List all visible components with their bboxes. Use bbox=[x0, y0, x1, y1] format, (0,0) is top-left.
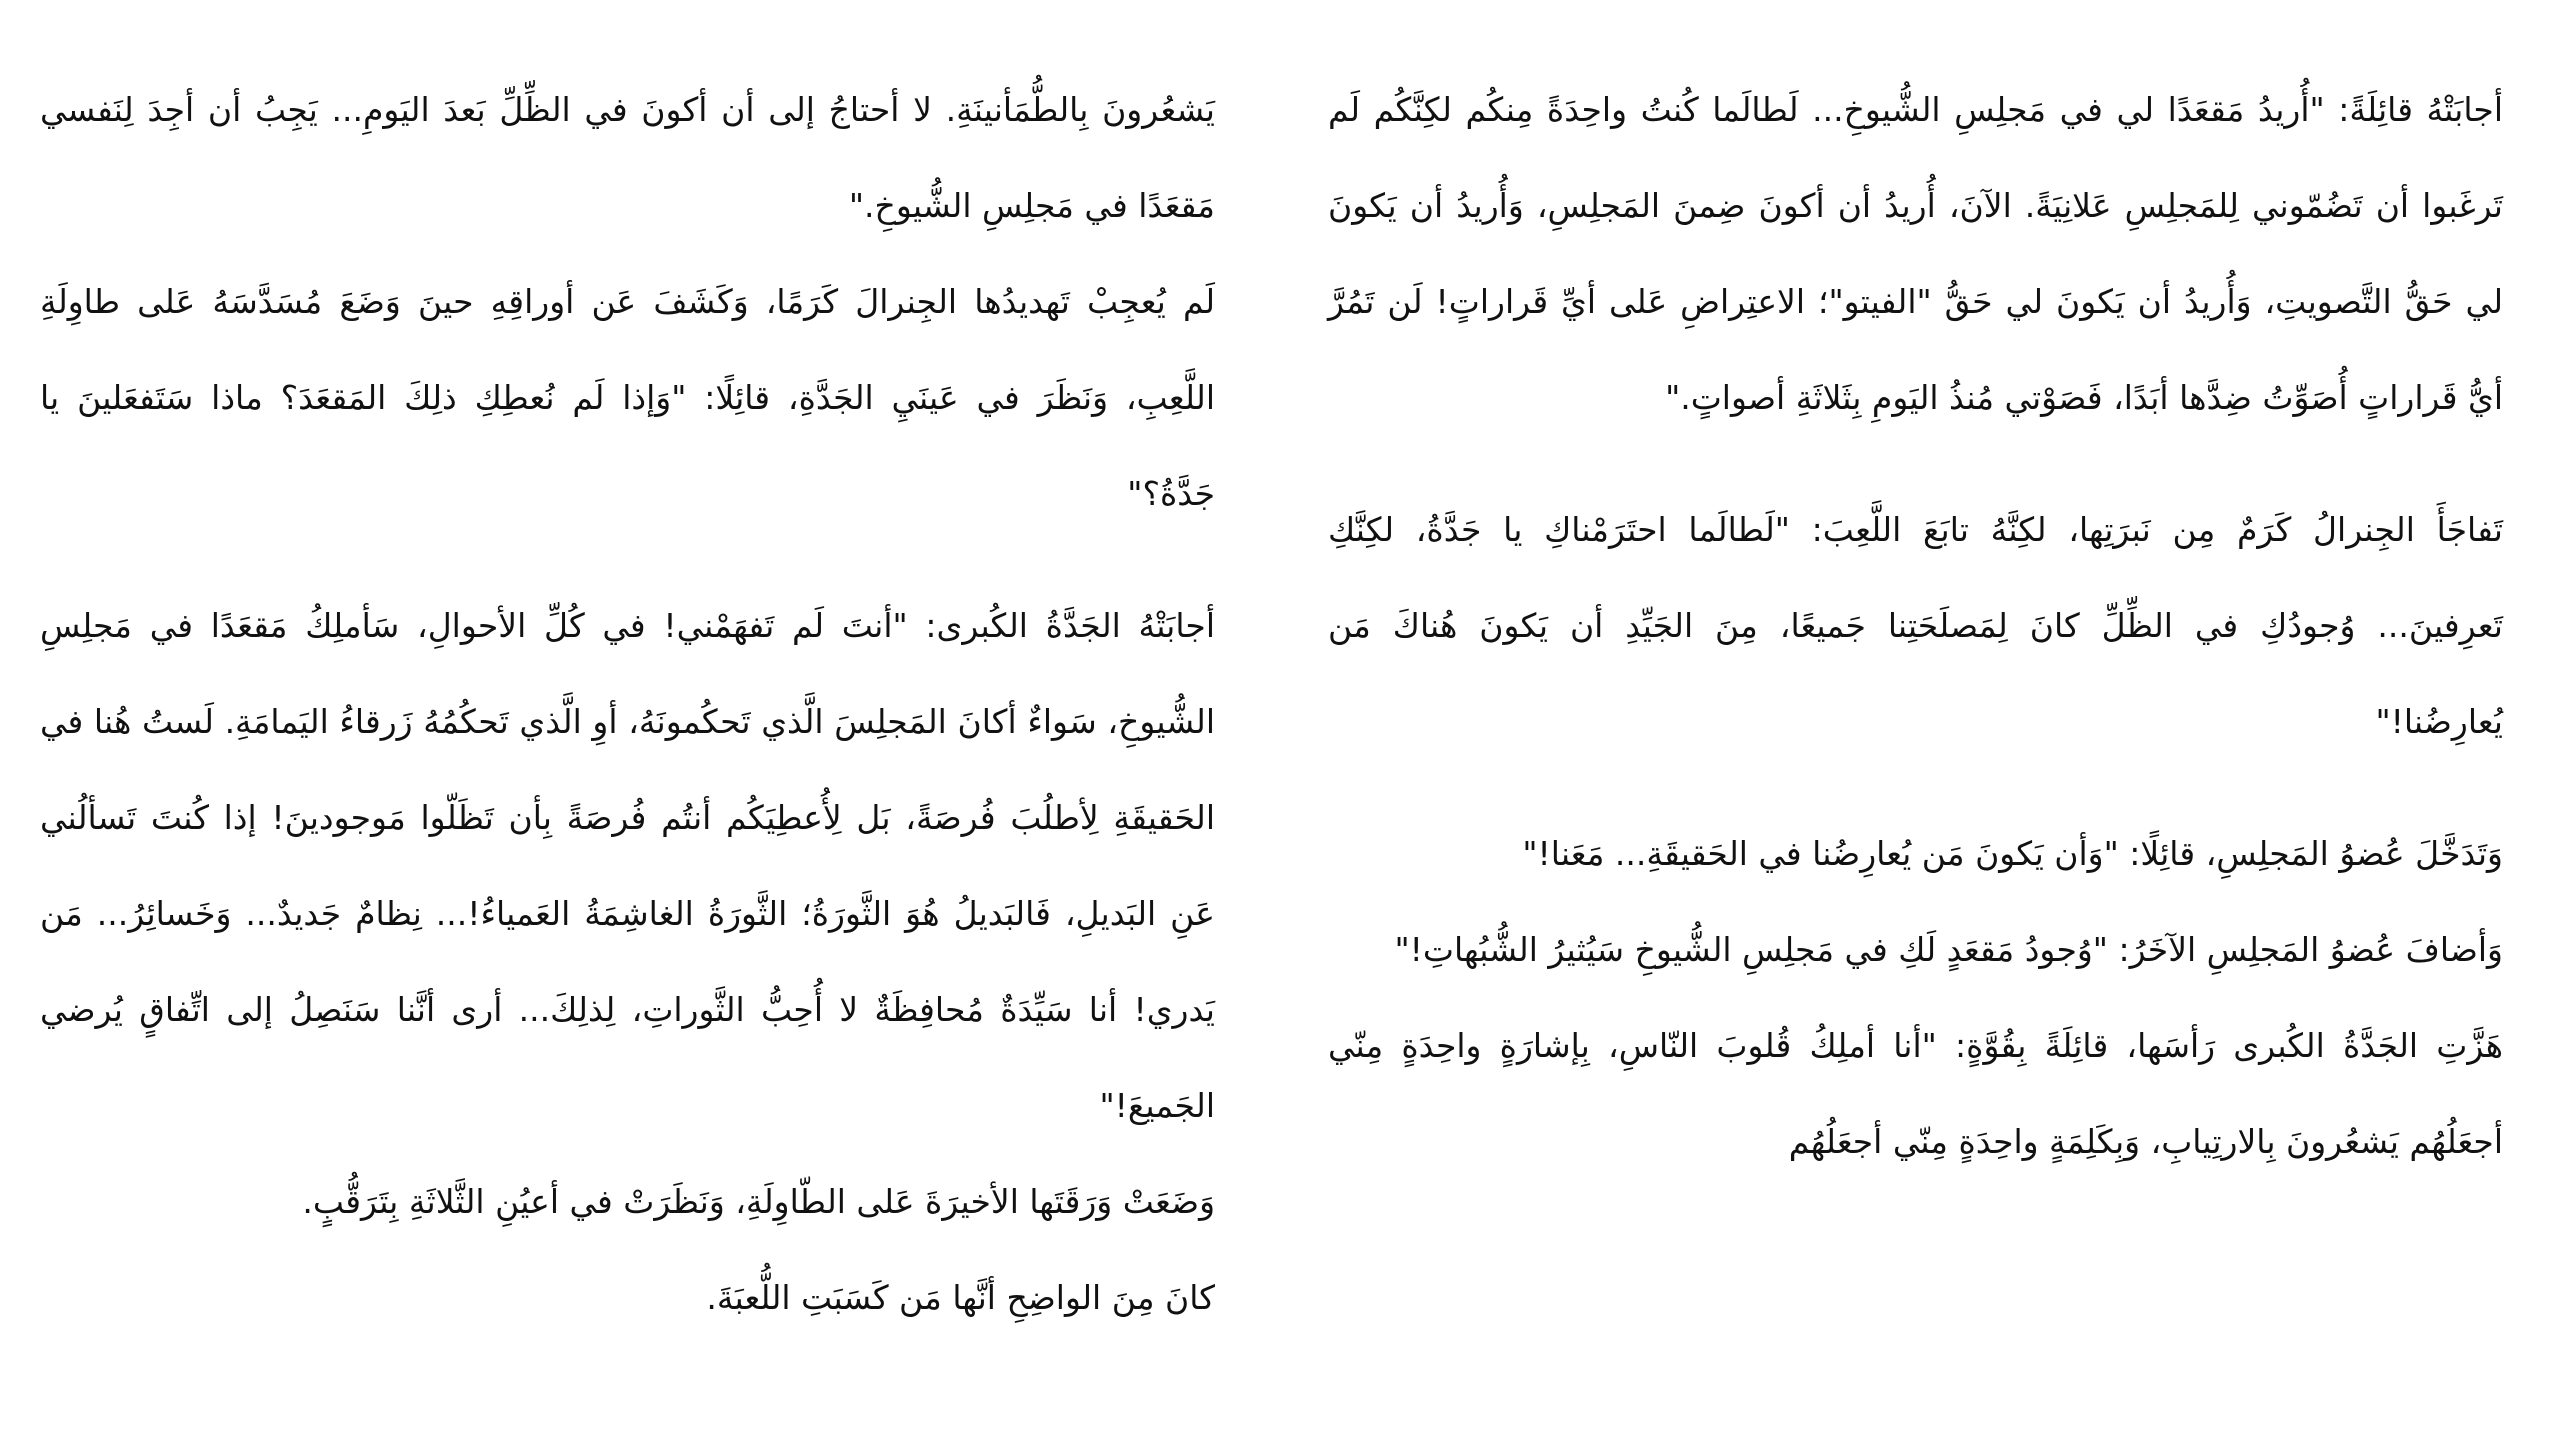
paragraph: كانَ مِنَ الواضِحِ أنَّها مَن كَسَبَتِ اللُّعبَةَ. bbox=[706, 1278, 1215, 1317]
paragraph: وَأضافَ عُضوُ المَجلِسِ الآخَرُ: "وُجودُ مَقعَدٍ لَكِ في مَجلِسِ الشُّيوخِ سَيُثيرُ الشُّبُهاتِ!" bbox=[1394, 930, 2503, 969]
paragraph: أجابَتْهُ الجَدَّةُ الكُبرى: "أنتَ لَم تَفهَمْني! في كُلِّ الأحوالِ، سَأملِكُ مَقعَدًا في مَجلِسِ الشُّيوخِ، سَواءٌ أكانَ المَجلِسَ الَّذي تَحكُمونَهُ، أوِ الَّذي تَحكُمُهُ زَرقاءُ اليَمامَةِ. لَستُ هُنا في الحَقيقَةِ لِأطلُبَ فُرصَةً، بَل لِأُعطِيَكُم أنتُم فُرصَةً بِأن تَظَلّوا مَوجودينَ! إذا كُنتَ تَسألُني عَنِ البَديلِ، فَالبَديلُ هُوَ الثَّورَةُ؛ الثَّورَةُ الغاشِمَةُ العَمياءُ!... نِظامٌ جَديدٌ... وَخَسائِرُ... مَن يَدري! أنا سَيِّدَةٌ مُحافِظَةٌ لا أُحِبُّ الثَّوراتِ، لِذلِكَ... أرى أنَّنا سَنَصِلُ إلى اتِّفاقٍ يُرضي الجَميعَ!" bbox=[40, 606, 1215, 1125]
paragraph: لَم يُعجِبْ تَهديدُها الجِنرالَ كَرَمًا، وَكَشَفَ عَن أوراقِهِ حينَ وَضَعَ مُسَدَّسَهُ عَلى طاوِلَةِ اللَّعِبِ، وَنَظَرَ في عَينَيِ الجَدَّةِ، قائِلًا: "وَإذا لَم نُعطِكِ ذلِكَ المَقعَدَ؟ ماذا سَتَفعَلينَ يا جَدَّةُ؟" bbox=[40, 282, 1215, 513]
left-text-column bbox=[40, 62, 1215, 1346]
paragraph: هَزَّتِ الجَدَّةُ الكُبرى رَأسَها، قائِلَةً بِقُوَّةٍ: "أنا أملِكُ قُلوبَ النّاسِ، بِإشارَةٍ واحِدَةٍ مِنّي أجعَلُهُم يَشعُرونَ بِالارتِيابِ، وَبِكَلِمَةٍ واحِدَةٍ مِنّي أجعَلُهُم bbox=[1328, 1026, 2503, 1161]
right-text-column bbox=[1328, 62, 2503, 1190]
paragraph: تَفاجَأَ الجِنرالُ كَرَمٌ مِن نَبرَتِها، لكِنَّهُ تابَعَ اللَّعِبَ: "لَطالَما احتَرَمْناكِ يا جَدَّةُ، لكِنَّكِ تَعرِفينَ... وُجودُكِ في الظِّلِّ كانَ لِمَصلَحَتِنا جَميعًا، مِنَ الجَيِّدِ أن يَكونَ هُناكَ مَن يُعارِضُنا!" bbox=[1328, 510, 2503, 741]
paragraph: وَضَعَتْ وَرَقَتَها الأخيرَةَ عَلى الطّاوِلَةِ، وَنَظَرَتْ في أعيُنِ الثَّلاثَةِ بِتَرَقُّبٍ. bbox=[302, 1182, 1215, 1221]
paragraph: أجابَتْهُ قائِلَةً: "أُريدُ مَقعَدًا لي في مَجلِسِ الشُّيوخِ... لَطالَما كُنتُ واحِدَةً مِنكُم لكِنَّكُم لَم تَرغَبوا أن تَضُمّوني لِلمَجلِسِ عَلانِيَةً. الآنَ، أُريدُ أن أكونَ ضِمنَ المَجلِسِ، وَأُريدُ أن يَكونَ لي حَقُّ التَّصويتِ، وَأُريدُ أن يَكونَ لي حَقُّ "الفيتو"؛ الاعتِراضِ عَلى أيِّ قَراراتٍ! لَن تَمُرَّ أيُّ قَراراتٍ أُصَوِّتُ ضِدَّها أبَدًا، فَصَوْتي مُنذُ اليَومِ بِثَلاثَةِ أصواتٍ." bbox=[1328, 90, 2503, 417]
paragraph: وَتَدَخَّلَ عُضوُ المَجلِسِ، قائِلًا: "وَأن يَكونَ مَن يُعارِضُنا في الحَقيقَةِ... مَعَنا!" bbox=[1522, 834, 2503, 873]
paragraph: يَشعُرونَ بِالطُّمَأنينَةِ. لا أحتاجُ إلى أن أكونَ في الظِّلِّ بَعدَ اليَومِ... يَجِبُ أن أجِدَ لِنَفسي مَقعَدًا في مَجلِسِ الشُّيوخِ." bbox=[40, 90, 1215, 225]
